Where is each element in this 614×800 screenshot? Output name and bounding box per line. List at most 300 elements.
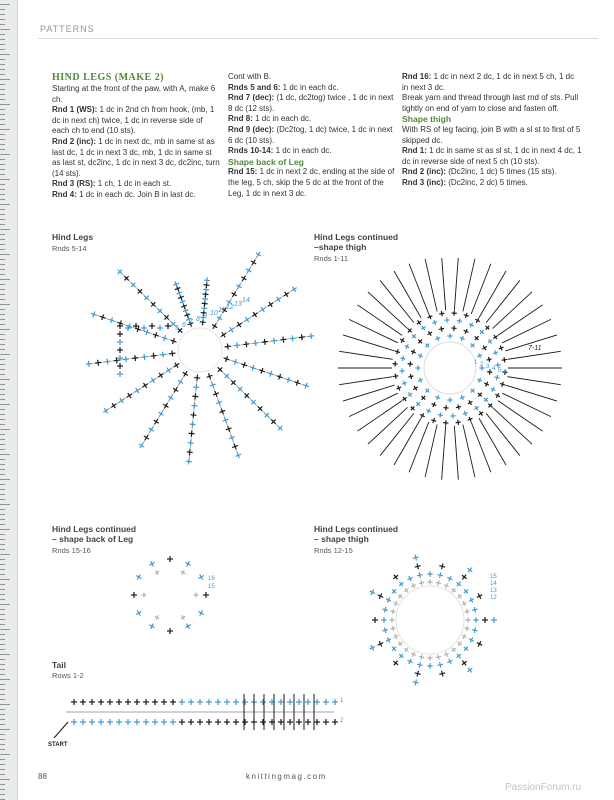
ruler-tick [0, 674, 5, 675]
ruler-tick [0, 604, 10, 605]
dc-stitch-symbol [136, 388, 139, 393]
ruler-tick [0, 134, 5, 135]
stitch-line [339, 377, 392, 385]
dc-stitch-symbol [443, 408, 448, 409]
stitch-line [357, 401, 402, 431]
diagram1-subtitle: Rnds 5-14 [52, 244, 87, 253]
dc-stitch-symbol [88, 361, 89, 367]
ruler-tick [0, 529, 10, 530]
ruler-tick [0, 644, 5, 645]
ruler-tick [0, 764, 5, 765]
diagram1-round-number: 10 [210, 310, 218, 317]
ruler-tick [0, 234, 5, 235]
diagram-back-of-leg-rnds-15-16 [110, 540, 240, 650]
ruler-tick [0, 579, 10, 580]
ruler-tick [0, 69, 5, 70]
dc-stitch-symbol [107, 359, 108, 365]
ruler-tick [0, 489, 5, 490]
ruler-tick [0, 179, 10, 180]
dc-stitch-symbol [175, 363, 178, 368]
diagram2-title-line1: Hind Legs continued [314, 232, 399, 242]
ruler-tick [0, 659, 5, 660]
dc-stitch-symbol [283, 337, 284, 343]
ruler-tick [0, 669, 5, 670]
dc-stitch-symbol [410, 361, 411, 366]
ruler-tick [0, 174, 5, 175]
ruler-tick [0, 79, 10, 80]
stitch-line [479, 271, 506, 318]
ruler-tick [0, 254, 10, 255]
centre-ring [178, 328, 222, 372]
stitch-line [471, 422, 491, 472]
diagram1-round-number: 5 [175, 325, 179, 332]
stitch-line [463, 425, 475, 478]
dc-stitch-symbol [431, 420, 436, 422]
website: knittingmag.com [246, 772, 327, 781]
dc-stitch-symbol [230, 327, 233, 332]
dc-stitch-symbol [490, 369, 491, 374]
diagram1-round-number: 13 [234, 301, 242, 308]
ruler-tick [0, 284, 5, 285]
ruler-tick [0, 264, 5, 265]
ruler-tick [0, 374, 5, 375]
dc-stitch-symbol [417, 575, 422, 576]
dc-stitch-symbol [439, 328, 444, 329]
dc-stitch-symbol [255, 340, 256, 346]
diagram4-round-number: 15 [490, 574, 497, 580]
stitch-line [380, 280, 414, 322]
ruler-tick [0, 189, 5, 190]
break-yarn-text: Break yarn and thread through last rnd of sts. Pull tightly on end of yarn to close and fasten off. [402, 93, 579, 113]
ruler-tick [0, 504, 10, 505]
ruler-tick [0, 204, 10, 205]
dc-stitch-symbol [203, 294, 209, 295]
section-title: HIND LEGS (MAKE 2) [52, 72, 165, 83]
ruler-tick [0, 499, 5, 500]
dc-stitch-symbol [456, 407, 461, 408]
tail-row-number: 2 [340, 718, 344, 724]
cont-text: Cont with B. [228, 72, 272, 81]
dc-stitch-symbol [410, 374, 411, 379]
ruler-tick [0, 224, 5, 225]
diagram2-round-number: 5 [498, 368, 502, 374]
ruler-tick [0, 564, 5, 565]
header-divider [38, 38, 598, 39]
dc-stitch-symbol [438, 415, 443, 416]
dc-stitch-symbol [192, 396, 198, 397]
dc-stitch-symbol [413, 682, 419, 683]
dc-stitch-symbol [302, 334, 303, 340]
ruler-tick [0, 794, 5, 795]
ruler-tick [0, 364, 5, 365]
dc-stitch-symbol [504, 357, 505, 362]
text-column-1 [52, 72, 220, 201]
stitch-line [409, 422, 429, 472]
dc-stitch-symbol [190, 415, 196, 416]
ruler-tick [0, 779, 10, 780]
dc-stitch-symbol [143, 383, 146, 388]
dc-stitch-symbol [135, 355, 136, 361]
dc-stitch-symbol [502, 382, 504, 387]
diagram1-round-number: 12 [226, 304, 234, 311]
ruler-tick [0, 359, 5, 360]
dc-stitch-symbol [112, 403, 115, 408]
diagram5-subtitle: Rows 1-2 [52, 671, 84, 680]
dc-stitch-symbol [188, 443, 194, 444]
dc-stitch-symbol [495, 350, 497, 355]
dc-stitch-symbol [204, 280, 210, 281]
dc-stitch-symbol [222, 332, 225, 337]
ruler-tick [0, 124, 5, 125]
dc-stitch-symbol [438, 664, 443, 665]
ruler-tick [0, 639, 5, 640]
round-2: Rnd 2 (inc): 1 dc in next dc, mb in same st as last dc, 1 dc in next 3 dc, mb, 1 dc in same st as last st, dc2inc, 1 dc in next 3 dc, dc2inc, turn (14 sts). [52, 136, 220, 178]
dc-stitch-symbol [419, 582, 424, 583]
dc-stitch-symbol [292, 287, 295, 292]
diagram2-note: 7-11 [528, 345, 542, 352]
ruler-tick [0, 599, 5, 600]
dc-stitch-symbol [474, 628, 475, 633]
centre-ring [396, 586, 464, 654]
ruler-tick [0, 769, 5, 770]
ruler-tick [0, 269, 5, 270]
ruler-tick [0, 84, 5, 85]
stitch-line [454, 258, 458, 310]
ruler-tick [0, 354, 10, 355]
diagram3-subtitle: Rnds 15-16 [52, 546, 91, 555]
ruler-tick [0, 59, 5, 60]
ruler-tick [0, 274, 5, 275]
dc-stitch-symbol [436, 582, 441, 583]
diagram3-round-number: 16 [208, 576, 215, 582]
diagram4-round-number: 12 [490, 595, 497, 601]
stitch-line [425, 425, 437, 478]
diagram1-round-number: 8 [196, 316, 200, 323]
ruler-tick [0, 24, 5, 25]
dc-stitch-symbol [415, 566, 421, 567]
dc-stitch-symbol [436, 656, 441, 657]
round-3: Rnd 3 (RS): 1 ch, 1 dc in each st. [52, 179, 172, 189]
ruler-tick [0, 44, 5, 45]
dc-stitch-symbol [439, 313, 444, 314]
ruler-tick [0, 434, 5, 435]
ruler-tick [0, 229, 10, 230]
dc-stitch-symbol [274, 338, 275, 344]
diagram4-round-number: 13 [490, 588, 497, 594]
round-8: Rnd 8: 1 dc in each dc. [228, 114, 312, 124]
ruler-tick [0, 464, 5, 465]
stitch-line [425, 259, 437, 312]
dc-stitch-symbol [245, 317, 248, 322]
dc-stitch-symbol [402, 356, 403, 361]
dc-stitch-symbol [186, 461, 192, 462]
ruler-tick [0, 379, 10, 380]
diagram-rnds-5-14 [40, 228, 320, 478]
ruler-tick [0, 164, 5, 165]
diagram-thigh-rnds-12-15 [350, 540, 520, 700]
tail-start-label: START [48, 742, 68, 748]
intro-text: Starting at the front of the paw, with A, make 6 ch. [52, 84, 216, 104]
dc-stitch-symbol [269, 302, 272, 307]
start-arrow [54, 722, 68, 738]
ruler-tick [0, 754, 10, 755]
dc-stitch-symbol [489, 357, 490, 362]
ruler-tick [0, 119, 5, 120]
ruler-tick [0, 64, 5, 65]
ruler-tick [0, 209, 5, 210]
ruler-tick [0, 389, 5, 390]
ruler-tick [0, 569, 5, 570]
stitch-line [498, 305, 543, 335]
ruler-tick [0, 544, 5, 545]
ruler-tick [0, 319, 5, 320]
dc-stitch-symbol [497, 375, 498, 380]
stitch-line [493, 407, 533, 444]
ruler-tick [0, 394, 5, 395]
dc-stitch-symbol [466, 626, 467, 631]
dc-stitch-symbol [385, 628, 386, 633]
stitch-line [463, 259, 475, 312]
rounds-5-6: Rnds 5 and 6: 1 dc in each dc. [228, 82, 339, 92]
ruler-tick [0, 314, 5, 315]
dc-stitch-symbol [201, 308, 207, 309]
ruler-tick [0, 719, 5, 720]
stitch-line [368, 292, 408, 329]
round-4: Rnd 4: 1 dc in each dc. Join B in last dc. [52, 189, 196, 199]
ruler-tick [0, 474, 5, 475]
text-column-3 [402, 72, 582, 189]
ruler-tick [0, 554, 10, 555]
dc-stitch-symbol [261, 307, 264, 312]
thigh-round-2: Rnd 2 (inc): (Dc2inc, 1 dc) 5 times (15 sts). [402, 167, 557, 177]
tail-row-number: 1 [340, 698, 344, 704]
dc-stitch-symbol [151, 378, 154, 383]
dc-stitch-symbol [172, 350, 173, 356]
diagram2-round-number: 2 [480, 362, 484, 368]
ruler-tick [0, 744, 5, 745]
ruler-tick [0, 429, 10, 430]
ruler-tick [0, 129, 10, 130]
ruler-tick [0, 789, 5, 790]
ruler-tick [0, 514, 5, 515]
watermark: PassionForum.ru [505, 782, 582, 793]
ruler-tick [0, 104, 10, 105]
dc-stitch-symbol [144, 354, 145, 360]
dc-stitch-symbol [120, 398, 123, 403]
ruler-tick [0, 399, 5, 400]
ruler-tick [0, 259, 5, 260]
ruler-tick [0, 534, 5, 535]
dc-stitch-symbol [395, 374, 396, 379]
diagram1-round-number: 14 [242, 297, 250, 304]
diagram1-round-number: 9 [203, 313, 207, 320]
ruler-tick [0, 759, 5, 760]
dc-stitch-symbol [419, 656, 424, 657]
stitch-line [486, 413, 520, 455]
dc-stitch-symbol [204, 285, 210, 286]
dc-stitch-symbol [404, 381, 406, 386]
dc-stitch-symbol [202, 303, 208, 304]
ruler-tick [0, 294, 5, 295]
stitch-line [394, 418, 421, 465]
ruler-tick [0, 439, 5, 440]
ruler-tick [0, 734, 5, 735]
ruler-tick [0, 289, 5, 290]
dc-stitch-symbol [104, 408, 107, 413]
ruler-tick [0, 684, 5, 685]
stitch-line [471, 264, 491, 314]
ruler-tick [0, 324, 5, 325]
dc-stitch-symbol [98, 360, 99, 366]
stitch-line [454, 426, 458, 480]
ruler-tick [0, 729, 10, 730]
text-column-2 [228, 72, 396, 199]
dc-stitch-symbol [194, 378, 200, 379]
ruler-tick [0, 654, 10, 655]
dc-stitch-symbol [392, 626, 393, 631]
centre-ring [424, 342, 476, 394]
ruler-tick [0, 584, 5, 585]
dc-stitch-symbol [203, 289, 209, 290]
ruler-tick [0, 29, 10, 30]
ruler-tick [0, 484, 5, 485]
dc-stitch-symbol [392, 609, 393, 614]
ruler-tick [0, 74, 5, 75]
dc-stitch-symbol [417, 664, 422, 665]
ruler-tick [0, 509, 5, 510]
dc-stitch-symbol [238, 322, 241, 327]
ruler-tick [0, 349, 5, 350]
stitch-line [486, 280, 520, 322]
ruler-tick [0, 694, 5, 695]
ruler-tick [0, 214, 5, 215]
ruler-tick [0, 99, 5, 100]
ruler-tick [0, 574, 5, 575]
diagram-tail-rows-1-2 [44, 680, 364, 750]
ruler-tick [0, 94, 5, 95]
diagram2-subtitle: Rnds 1-11 [314, 254, 349, 263]
ruler-tick [0, 454, 10, 455]
ruler-tick [0, 244, 5, 245]
diagram2-round-number: 1 [474, 360, 478, 366]
ruler-tick [0, 49, 5, 50]
ruler-tick [0, 539, 5, 540]
dc-stitch-symbol [153, 353, 154, 359]
dc-stitch-symbol [200, 322, 206, 323]
ruler-tick [0, 594, 5, 595]
ruler-tick [0, 309, 5, 310]
ruler-tick [0, 344, 5, 345]
stitch-line [368, 407, 408, 444]
dc-stitch-symbol [202, 299, 208, 300]
ruler-tick [0, 19, 5, 20]
ruler-tick [0, 619, 5, 620]
dc-stitch-symbol [451, 328, 456, 329]
dc-stitch-symbol [385, 607, 386, 612]
dc-stitch-symbol [456, 422, 461, 423]
dc-stitch-symbol [432, 322, 437, 324]
ruler-tick [0, 34, 5, 35]
rounds-10-14: Rnds 10-14: 1 dc in each dc. [228, 146, 332, 156]
thigh-round-3: Rnd 3 (inc): (Dc2inc, 2 dc) 5 times. [402, 177, 528, 187]
dc-stitch-symbol [167, 368, 170, 373]
diagram4-subtitle: Rnds 12-15 [314, 546, 353, 555]
ruler-tick [0, 424, 5, 425]
ruler-tick [0, 144, 5, 145]
ruler-tick [0, 404, 10, 405]
dc-stitch-symbol [466, 609, 467, 614]
ruler-tick [0, 494, 5, 495]
diagram2-round-number: 4 [492, 366, 496, 372]
stitch-line [507, 377, 560, 385]
stitch-line [357, 305, 402, 335]
stitch-line [498, 401, 543, 431]
ruler-tick [0, 609, 5, 610]
ruler-tick [0, 624, 5, 625]
section-tab: PATTERNS [40, 24, 95, 34]
ruler-tick [0, 469, 5, 470]
stitch-line [409, 264, 429, 314]
dc-stitch-symbol [116, 357, 117, 363]
dc-stitch-symbol [474, 607, 475, 612]
ruler-tick [0, 664, 5, 665]
ruler-tick [0, 149, 5, 150]
diagram3-round-number: 15 [208, 584, 215, 590]
round-9: Rnd 9 (dec): (Dc2tog, 1 dc) twice, 1 dc in next 6 dc (10 sts). [228, 124, 393, 145]
ruler-tick [0, 634, 5, 635]
ruler-tick [0, 299, 5, 300]
ruler-tick [0, 219, 5, 220]
round-7: Rnd 7 (dec): (1 dc, dc2tog) twice , 1 dc in next 8 dc (12 sts). [228, 93, 394, 113]
ruler-tick [0, 39, 5, 40]
ruler-tick [0, 449, 5, 450]
ruler-tick [0, 739, 5, 740]
diagram2-round-number: 3 [486, 364, 490, 370]
ruler-tick [0, 524, 5, 525]
ruler-tick [0, 409, 5, 410]
ruler-tick [0, 774, 5, 775]
diagram4-round-number: 14 [490, 581, 497, 587]
ruler-tick [0, 139, 5, 140]
diagram1-round-number: 6 [182, 322, 186, 329]
diagram2-round-number: 6 [504, 370, 508, 376]
stitch-line [442, 258, 446, 310]
stitch-line [442, 426, 446, 480]
dc-stitch-symbol [277, 297, 280, 302]
dc-stitch-symbol [397, 349, 399, 354]
dc-stitch-symbol [463, 413, 468, 415]
dc-stitch-symbol [438, 575, 443, 576]
ruler-tick [0, 549, 5, 550]
ruler-tick [0, 649, 5, 650]
subheading-back-of-leg: Shape back of Leg [228, 156, 304, 167]
diagram-thigh-rnds-1-11 [310, 258, 590, 488]
dc-stitch-symbol [264, 339, 265, 345]
thigh-round-1: Rnd 1: 1 dc in same st as sl st, 1 dc in next 4 dc, 1 dc in reverse side of next 5 ch (10 sts). [402, 146, 582, 166]
diagram1-round-number: 11 [218, 307, 226, 314]
ruler-tick [0, 679, 10, 680]
stitch-line [493, 292, 533, 329]
ruler-tick [0, 54, 10, 55]
ruler-tick [0, 169, 5, 170]
round-1: Rnd 1 (WS): 1 dc in 2nd ch from hook, (mb, 1 dc in next ch) twice, 1 dc in reverse side of each ch to end (10 sts). [52, 105, 215, 136]
ruler-tick [0, 4, 10, 5]
dc-stitch-symbol [163, 352, 164, 358]
ruler-tick [0, 249, 5, 250]
ruler-tick [0, 109, 5, 110]
ruler-tick [0, 414, 5, 415]
dc-stitch-symbol [439, 566, 445, 567]
